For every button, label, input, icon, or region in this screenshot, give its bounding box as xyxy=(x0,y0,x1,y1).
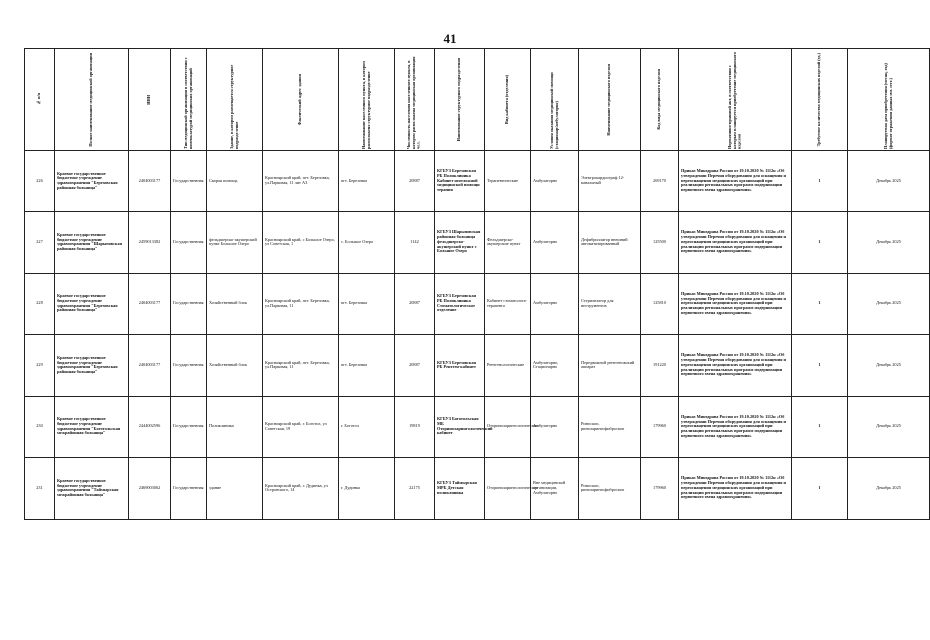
cell-cabinet: Оториноларингологические xyxy=(485,458,531,520)
column-header: Численность населения населенного пункта, в котором расположена медицинская организация чел. xyxy=(395,49,435,151)
cell-locality: с. Большое Озеро xyxy=(339,212,395,274)
cell-code: 179960 xyxy=(641,396,679,458)
cell-building: Хозяйственный блок xyxy=(207,273,263,335)
cell-address: Красноярский край, пгт. Березовка, ул.Парковая, 11 xyxy=(263,273,339,335)
cell-address: Красноярский край, г. Боготол, ул Советская, 19 xyxy=(263,396,339,458)
cell-num: 226 xyxy=(25,151,55,212)
cell-code: 125810 xyxy=(641,273,679,335)
cell-address: Красноярский край, г. Дудинка, ул Островского, 14 xyxy=(263,458,339,520)
cell-act: Приказ Минздрава России от 19.10.2020 № 1112н «Об утверждении Перечня оборудования для оснащения и переоснащения медицинских организаций при реализации региональных программ модернизации первичного звена здравоохранения» xyxy=(679,151,792,212)
cell-org: Краевое государственное бюджетное учреждение здравоохранения "Боготольская межрайонная больница" xyxy=(55,396,129,458)
cell-date: Декабрь 2025 xyxy=(848,396,930,458)
cell-cabinet: Фельдшерско-акушерские пункт xyxy=(485,212,531,274)
column-header: Нормативно-правовой акт, в соответствии с которым планируется приобретение медицинского изделия xyxy=(679,49,792,151)
header-row xyxy=(25,49,930,151)
table-row xyxy=(25,458,930,520)
column-header: Тип медицинской организации в соответствии с номенклатурой медицинских организаций xyxy=(171,49,207,151)
cell-qty: 1 xyxy=(792,212,848,274)
cell-num: 227 xyxy=(25,212,55,274)
cell-qty: 1 xyxy=(792,458,848,520)
cell-code: 179960 xyxy=(641,458,679,520)
column-header: Условия оказания медицинской помощи (стационар/амбулаторно) xyxy=(531,49,579,151)
cell-address: Красноярский край, с Большое Озеро, ул Советская, 1 xyxy=(263,212,339,274)
cell-device: Дефибриллятор внешний автоматизированный xyxy=(579,212,641,274)
cell-type: Государственная xyxy=(171,273,207,335)
cell-locality: г. Боготол xyxy=(339,396,395,458)
column-header: Наименование структурного подразделения xyxy=(435,49,485,151)
cell-unit: КГБУЗ Таймырская МРБ Детская поликлиника xyxy=(435,458,485,520)
cell-conditions: Амбулаторно xyxy=(531,151,579,212)
cell-building: здание xyxy=(207,458,263,520)
cell-qty: 1 xyxy=(792,151,848,212)
column-header: № п/п xyxy=(25,49,55,151)
cell-num: 228 xyxy=(25,273,55,335)
column-header: Наименование медицинского изделия xyxy=(579,49,641,151)
cell-qty: 1 xyxy=(792,335,848,397)
cell-building: Поликлиника xyxy=(207,396,263,458)
cell-org: Краевое государственное бюджетное учреждение здравоохранения "Березовская районная больница" xyxy=(55,273,129,335)
cell-inn: 2444002596 xyxy=(129,396,171,458)
cell-org: Краевое государственное бюджетное учреждение здравоохранения "Березовская районная больница" xyxy=(55,151,129,212)
cell-act: Приказ Минздрава России от 19.10.2020 № 1112н «Об утверждении Перечня оборудования для оснащения и переоснащения медицинских организаций при реализации региональных программ модернизации первичного звена здравоохранения» xyxy=(679,212,792,274)
cell-device: Риноскоп, риноларингофиброскоп xyxy=(579,396,641,458)
cell-org: Краевое государственное бюджетное учреждение здравоохранения "Шарыповская районная больница" xyxy=(55,212,129,274)
cell-device: Стерилизатор для инструментов xyxy=(579,273,641,335)
cell-date: Декабрь 2025 xyxy=(848,151,930,212)
cell-device: Риноскоп, риноларингофиброскоп xyxy=(579,458,641,520)
cell-building: Скорая помощь xyxy=(207,151,263,212)
cell-conditions: Амбулаторно, Стационарно xyxy=(531,335,579,397)
cell-population: 20887 xyxy=(395,335,435,397)
cell-locality: г. Дудинка xyxy=(339,458,395,520)
column-header: Фактический адрес здания xyxy=(263,49,339,151)
cell-population: 20887 xyxy=(395,273,435,335)
cell-date: Декабрь 2025 xyxy=(848,335,930,397)
equipment-table xyxy=(24,48,930,520)
cell-unit: КГБУЗ Березовская РБ Рентген-кабинет xyxy=(435,335,485,397)
cell-cabinet: Рентгенологические xyxy=(485,335,531,397)
cell-locality: пгт. Березовка xyxy=(339,151,395,212)
cell-num: 231 xyxy=(25,458,55,520)
column-header: Требуемое количество медицинских изделий (ед.) xyxy=(792,49,848,151)
cell-act: Приказ Минздрава России от 19.10.2020 № 1112н «Об утверждении Перечня оборудования для оснащения и переоснащения медицинских организаций при реализации региональных программ модернизации первичного звена здравоохранения» xyxy=(679,273,792,335)
cell-conditions: Амбулаторно xyxy=(531,273,579,335)
cell-unit: КГБУЗ Березовская РБ Поликлиника Стоматологическое отделение xyxy=(435,273,485,335)
cell-act: Приказ Минздрава России от 19.10.2020 № 1112н «Об утверждении Перечня оборудования для оснащения и переоснащения медицинских организаций при реализации региональных программ модернизации первичного звена здравоохранения» xyxy=(679,458,792,520)
cell-population: 1142 xyxy=(395,212,435,274)
cell-qty: 1 xyxy=(792,396,848,458)
cell-unit: КГБУЗ Березовская РБ Поликлиника Кабинет неотложной медицинской помощи терапия xyxy=(435,151,485,212)
table-row xyxy=(25,273,930,335)
column-header: Здание, в котором размещается структурное подразделение xyxy=(207,49,263,151)
column-header: Код вида медицинского изделия xyxy=(641,49,679,151)
cell-cabinet: Кабинет стоматолога-терапевта xyxy=(485,273,531,335)
cell-type: Государственная xyxy=(171,396,207,458)
column-header: Планируемая дата приобретения (месяц, год) (формат отражения данных мм. гггг.) xyxy=(848,49,930,151)
cell-type: Государственная xyxy=(171,151,207,212)
cell-code: 269170 xyxy=(641,151,679,212)
cell-type: Государственная xyxy=(171,335,207,397)
cell-device: Электрокардиограф 12-канальный xyxy=(579,151,641,212)
cell-building: Хозяйственный блок xyxy=(207,335,263,397)
column-header: Наименование населенного пункта, в котором расположено структурное подразделение xyxy=(339,49,395,151)
cell-locality: пгт. Березовка xyxy=(339,335,395,397)
cell-date: Декабрь 2025 xyxy=(848,458,930,520)
cell-conditions: Вне медицинской организации, Амбулаторно xyxy=(531,458,579,520)
cell-unit: КГБУЗ Шарыповская районная больница фельдшерско-акушерский пункт с Большое Озеро xyxy=(435,212,485,274)
table-row xyxy=(25,396,930,458)
cell-num: 229 xyxy=(25,335,55,397)
cell-building: фельдшерско-акушерский пункт Большое Озеро xyxy=(207,212,263,274)
cell-population: 19819 xyxy=(395,396,435,458)
cell-org: Краевое государственное бюджетное учреждение здравоохранения "Таймырская межрайонная больница" xyxy=(55,458,129,520)
cell-code: 125500 xyxy=(641,212,679,274)
cell-act: Приказ Минздрава России от 19.10.2020 № 1112н «Об утверждении Перечня оборудования для оснащения и переоснащения медицинских организаций при реализации региональных программ модернизации первичного звена здравоохранения» xyxy=(679,396,792,458)
page-number: 41 xyxy=(443,31,457,46)
cell-unit: КГБУЗ Боготольская МБ Оториноларингологический кабинет xyxy=(435,396,485,458)
cell-inn: 2459013382 xyxy=(129,212,171,274)
cell-address: Красноярский край, пгт. Березовка, ул.Парковая, 11 лит А3 xyxy=(263,151,339,212)
cell-inn: 2404003177 xyxy=(129,151,171,212)
cell-conditions: Амбулаторно xyxy=(531,396,579,458)
cell-inn: 2404003177 xyxy=(129,335,171,397)
column-header: ИНН xyxy=(129,49,171,151)
column-header: Полное наименование медицинской организации xyxy=(55,49,129,151)
cell-inn: 2404003177 xyxy=(129,273,171,335)
cell-device: Передвижной рентгеновский аппарат xyxy=(579,335,641,397)
cell-population: 22175 xyxy=(395,458,435,520)
cell-date: Декабрь 2025 xyxy=(848,273,930,335)
cell-type: Государственная xyxy=(171,212,207,274)
cell-locality: пгт. Березовка xyxy=(339,273,395,335)
table-row xyxy=(25,151,930,212)
cell-type: Государственная xyxy=(171,458,207,520)
cell-inn: 2469003062 xyxy=(129,458,171,520)
column-header: Вид кабинета (отделения) xyxy=(485,49,531,151)
cell-org: Краевое государственное бюджетное учреждение здравоохранения "Березовская районная больница" xyxy=(55,335,129,397)
table-row xyxy=(25,212,930,274)
cell-num: 230 xyxy=(25,396,55,458)
cell-code: 191220 xyxy=(641,335,679,397)
cell-cabinet: Терапевтические xyxy=(485,151,531,212)
cell-date: Декабрь 2025 xyxy=(848,212,930,274)
cell-cabinet: Оториноларингологические xyxy=(485,396,531,458)
cell-conditions: Амбулаторно xyxy=(531,212,579,274)
cell-population: 20887 xyxy=(395,151,435,212)
cell-qty: 1 xyxy=(792,273,848,335)
cell-address: Красноярский край, пгт. Березовка, ул.Парковая, 11 xyxy=(263,335,339,397)
cell-act: Приказ Минздрава России от 19.10.2020 № 1112н «Об утверждении Перечня оборудования для оснащения и переоснащения медицинских организаций при реализации региональных программ модернизации первичного звена здравоохранения» xyxy=(679,335,792,397)
table-row xyxy=(25,335,930,397)
